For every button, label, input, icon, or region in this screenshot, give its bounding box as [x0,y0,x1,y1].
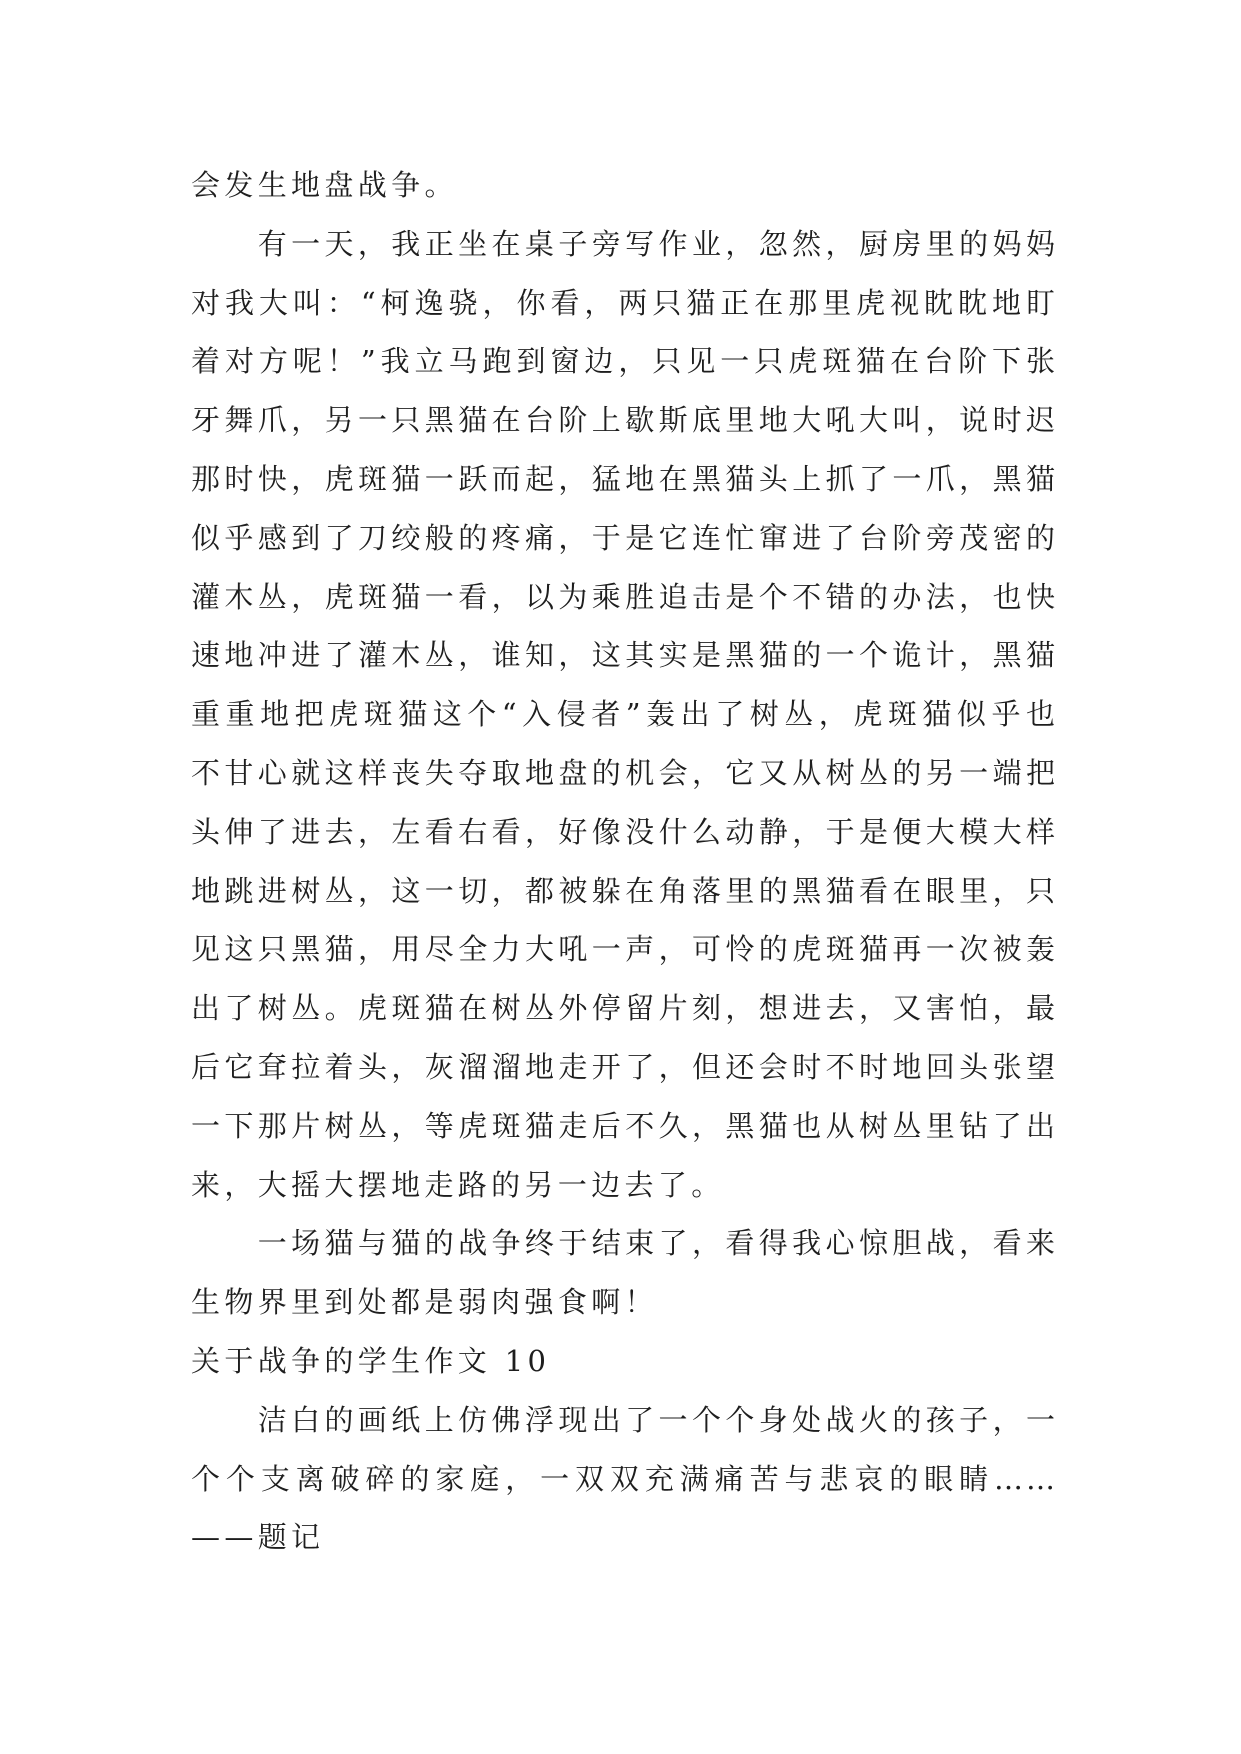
text-line: 速地冲进了灌木丛，谁知，这其实是黑猫的一个诡计，黑猫 [191,638,1058,673]
text-line: 后它耷拉着头，灰溜溜地走开了，但还会时不时地回头张望 [191,1049,1058,1084]
text-line: 对我大叫：“柯逸骁，你看，两只猫正在那里虎视眈眈地盯 [191,285,1058,320]
essay-title: 关于战争的学生作文 10 [191,1343,551,1378]
text-line: 地跳进树丛，这一切，都被躲在角落里的黑猫看在眼里，只 [191,873,1058,908]
document-body [191,156,1058,1567]
text-line: 似乎感到了刀绞般的疼痛，于是它连忙窜进了台阶旁茂密的 [191,520,1058,555]
text-line: 出了树丛。虎斑猫在树丛外停留片刻，想进去，又害怕，最 [191,991,1058,1026]
paragraph [191,215,1058,1215]
text-line: 有一天，我正坐在桌子旁写作业，忽然，厨房里的妈妈 [257,226,1058,261]
text-line: 一下那片树丛，等虎斑猫走后不久，黑猫也从树丛里钻了出 [191,1108,1058,1143]
text-line: 牙舞爪，另一只黑猫在台阶上歇斯底里地大吼大叫，说时迟 [191,403,1058,438]
text-line: 重重地把虎斑猫这个“入侵者”轰出了树丛，虎斑猫似乎也 [191,697,1058,732]
text-line: 着对方呢！”我立马跑到窗边，只见一只虎斑猫在台阶下张 [191,344,1058,379]
text-line: 那时快，虎斑猫一跃而起，猛地在黑猫头上抓了一爪，黑猫 [191,461,1058,496]
text-line: 洁白的画纸上仿佛浮现出了一个个身处战火的孩子，一 [257,1402,1058,1437]
paragraph [191,1391,1058,1509]
text-line: ——题记 [191,1520,325,1555]
epigraph-attribution [191,1508,1058,1567]
text-line: 不甘心就这样丧失夺取地盘的机会，它又从树丛的另一端把 [191,755,1058,790]
text-line: 会发生地盘战争。 [191,168,458,202]
text-line: 来，大摇大摆地走路的另一边去了。 [191,1167,725,1202]
paragraph [191,156,1058,215]
text-line: 一场猫与猫的战争终于结束了，看得我心惊胆战，看来 [257,1226,1058,1261]
paragraph [191,1214,1058,1332]
text-line: 个个支离破碎的家庭，一双双充满痛苦与悲哀的眼睛…… [191,1461,1058,1496]
text-line: 灌木丛，虎斑猫一看，以为乘胜追击是个不错的办法，也快 [191,579,1058,614]
text-line: 头伸了进去，左看右看，好像没什么动静，于是便大模大样 [191,814,1058,849]
text-line: 生物界里到处都是弱肉强食啊！ [191,1285,658,1320]
text-line: 见这只黑猫，用尽全力大吼一声，可怜的虎斑猫再一次被轰 [191,932,1058,967]
